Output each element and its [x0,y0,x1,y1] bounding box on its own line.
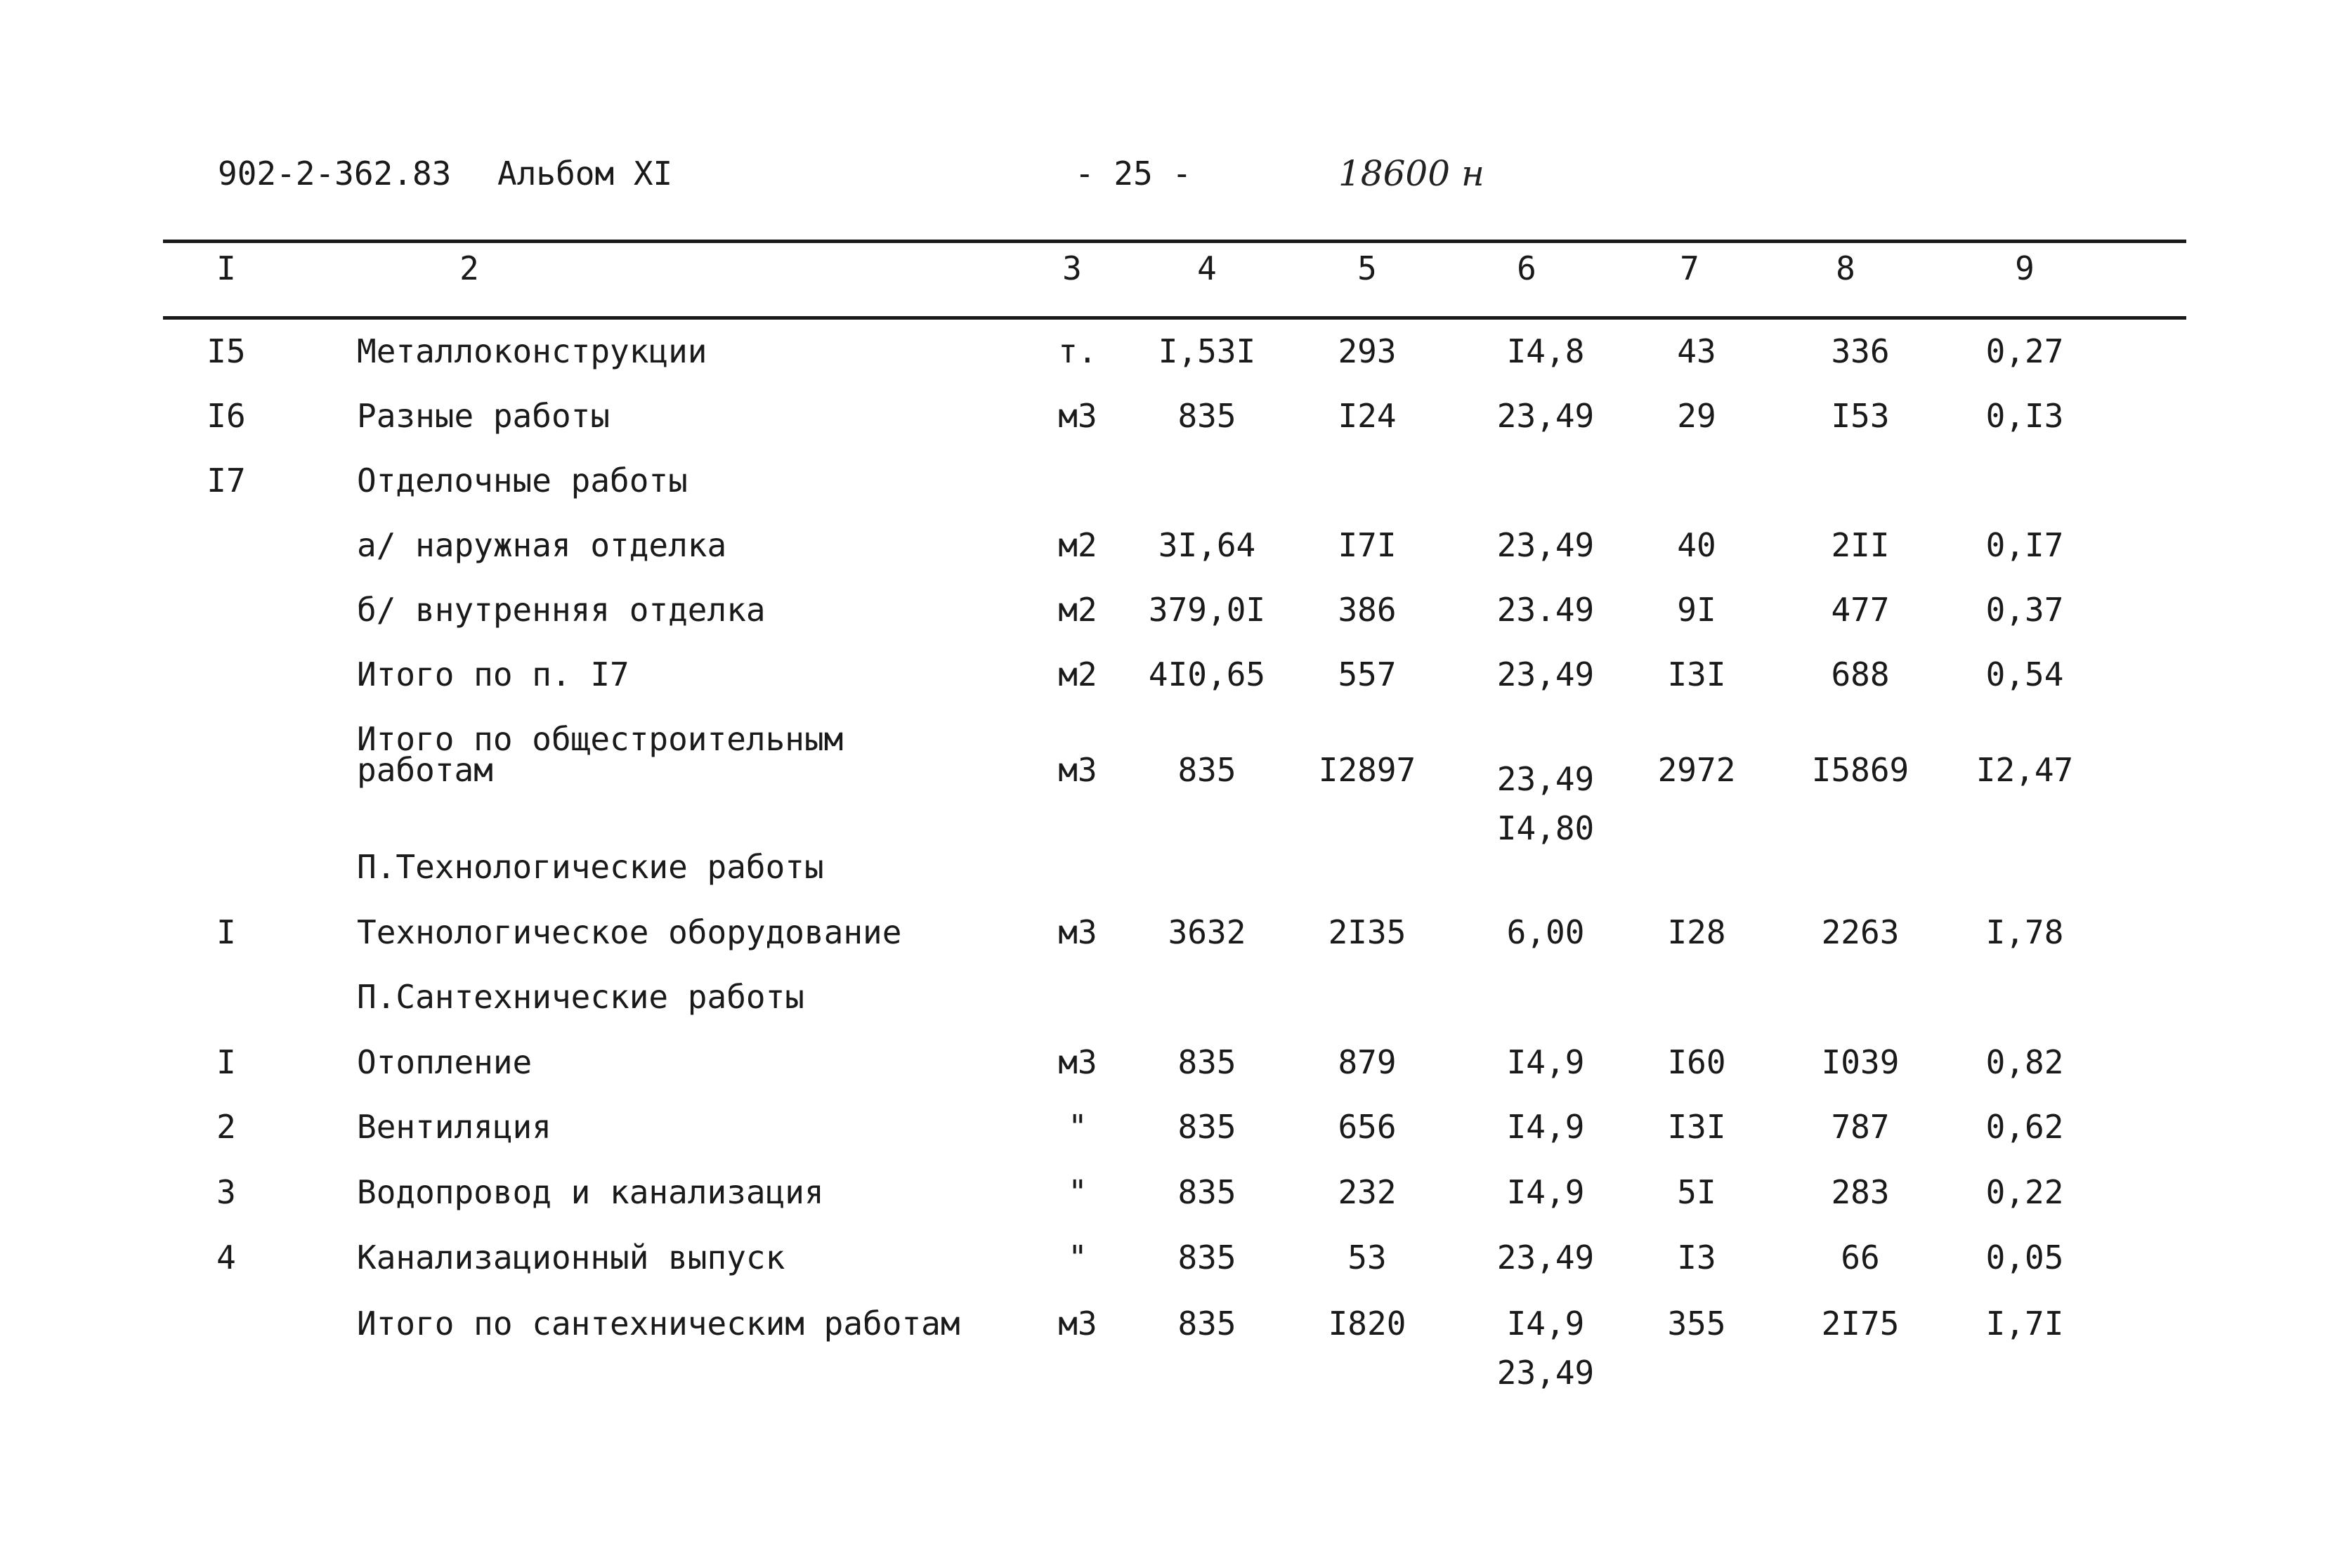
col8-value: 66 [1841,1239,1880,1276]
col9-value: 0,I3 [1985,397,2064,435]
column-header-2: 2 [459,249,479,287]
row-name: а/ наружная отделка [357,526,727,564]
col5-value: 879 [1338,1043,1397,1081]
quantity: 4I0,65 [1148,655,1266,693]
quantity: 835 [1177,1239,1236,1276]
column-header-9: 9 [2015,249,2035,287]
row-name: Разные работы [357,397,610,435]
quantity: 835 [1177,1305,1236,1342]
page-number: - 25 - [1075,155,1192,192]
col8-value: I53 [1831,397,1890,435]
quantity: 835 [1177,1173,1236,1211]
column-header-7: 7 [1680,249,1699,287]
row-name: Канализационный выпуск [357,1239,785,1276]
col7-value: 40 [1677,526,1716,564]
col6-value: 23.49 [1496,591,1595,629]
col5-value: I2897 [1318,751,1416,789]
quantity: 835 [1177,1043,1236,1081]
row-name: Металлоконструкции [357,332,707,370]
col6-value: I4,9 23,49 [1496,1305,1595,1392]
column-header-3: 3 [1062,249,1082,287]
unit: м2 [1058,655,1097,693]
unit: м3 [1058,913,1097,951]
row-number: 4 [216,1239,236,1276]
col8-value: 336 [1831,332,1890,370]
col9-value: 0,I7 [1985,526,2064,564]
col5-value: I7I [1338,526,1397,564]
row-name: Итого по общестроительным работам [357,720,844,789]
col7-value: 5I [1677,1173,1716,1211]
row-name: Итого по сантехническим работам [357,1305,960,1342]
col8-value: 688 [1831,655,1890,693]
col9-value: 0,54 [1985,655,2064,693]
row-name: Водопровод и канализация [357,1173,824,1211]
col7-value: I3I [1667,655,1726,693]
col6-value: 23,49 I4,80 [1496,760,1595,847]
col8-value: 787 [1831,1108,1890,1146]
col7-value: I3 [1677,1239,1716,1276]
col9-value: 0,22 [1985,1173,2064,1211]
col5-value: 293 [1338,332,1397,370]
col5-value: I820 [1328,1305,1406,1342]
col8-value: I5869 [1811,751,1909,789]
row-name: б/ внутренняя отделка [357,591,766,629]
column-header-8: 8 [1836,249,1855,287]
album-label: Альбом XI [497,155,673,192]
quantity: 835 [1177,397,1236,435]
col9-value: 0,82 [1985,1043,2064,1081]
row-number: I [216,1043,236,1081]
unit: м3 [1058,751,1097,789]
col8-value: I039 [1821,1043,1900,1081]
col5-value: 2I35 [1328,913,1406,951]
unit: м3 [1058,1305,1097,1342]
row-number: I5 [207,332,246,370]
unit: м2 [1058,591,1097,629]
quantity: 835 [1177,751,1236,789]
unit: т. [1058,332,1097,370]
col6-value: I4,9 [1506,1043,1585,1081]
section-heading: П.Технологические работы [357,848,824,886]
col7-value: 9I [1677,591,1716,629]
unit: " [1068,1173,1088,1211]
handwritten-note: 18600 н [1338,153,1484,194]
row-name: Итого по п. I7 [357,655,629,693]
header-top-rule [163,240,2186,243]
col7-value: 355 [1667,1305,1726,1342]
col5-value: 557 [1338,655,1397,693]
row-name: Вентиляция [357,1108,551,1146]
col7-value: I3I [1667,1108,1726,1146]
col9-value: 0,27 [1985,332,2064,370]
header-bottom-rule [163,316,2186,320]
col6-value: 23,49 [1496,526,1595,564]
unit: м3 [1058,397,1097,435]
col9-value: I2,47 [1976,751,2074,789]
row-number: 3 [216,1173,236,1211]
row-name: Технологическое оборудование [357,913,902,951]
quantity: 379,0I [1148,591,1266,629]
col5-value: 386 [1338,591,1397,629]
col6-value: 23,49 [1496,655,1595,693]
quantity: 3I,64 [1158,526,1256,564]
col7-value: I60 [1667,1043,1726,1081]
quantity: I,53I [1158,332,1256,370]
col5-value: I24 [1338,397,1397,435]
col6-value: 23,49 [1496,1239,1595,1276]
col6-value: 6,00 [1506,913,1585,951]
col7-value: 2972 [1657,751,1736,789]
col9-value: 0,37 [1985,591,2064,629]
section-heading: П.Сантехнические работы [357,978,804,1016]
column-header-6: 6 [1517,249,1536,287]
col6-value: I4,8 [1506,332,1585,370]
col8-value: 2I75 [1821,1305,1900,1342]
col6-value: 23,49 [1496,397,1595,435]
row-number: I [216,913,236,951]
col9-value: I,78 [1985,913,2064,951]
doc-code: 902-2-362.83 [218,155,452,192]
col8-value: 2II [1831,526,1890,564]
col8-value: 283 [1831,1173,1890,1211]
col7-value: 43 [1677,332,1716,370]
row-name: Отопление [357,1043,533,1081]
col6-value: I4,9 [1506,1173,1585,1211]
col9-value: 0,62 [1985,1108,2064,1146]
row-name: Отделочные работы [357,462,688,499]
unit: " [1068,1108,1088,1146]
col8-value: 477 [1831,591,1890,629]
row-number: I6 [207,397,246,435]
col7-value: I28 [1667,913,1726,951]
row-number: I7 [207,462,246,499]
col6-value: I4,9 [1506,1108,1585,1146]
col7-value: 29 [1677,397,1716,435]
unit: " [1068,1239,1088,1276]
quantity: 835 [1177,1108,1236,1146]
column-header-5: 5 [1357,249,1377,287]
column-header-4: 4 [1197,249,1217,287]
col9-value: I,7I [1985,1305,2064,1342]
col5-value: 53 [1347,1239,1387,1276]
col5-value: 656 [1338,1108,1397,1146]
unit: м3 [1058,1043,1097,1081]
unit: м2 [1058,526,1097,564]
column-header-1: I [216,249,236,287]
row-number: 2 [216,1108,236,1146]
quantity: 3632 [1168,913,1246,951]
col9-value: 0,05 [1985,1239,2064,1276]
col8-value: 2263 [1821,913,1900,951]
col5-value: 232 [1338,1173,1397,1211]
